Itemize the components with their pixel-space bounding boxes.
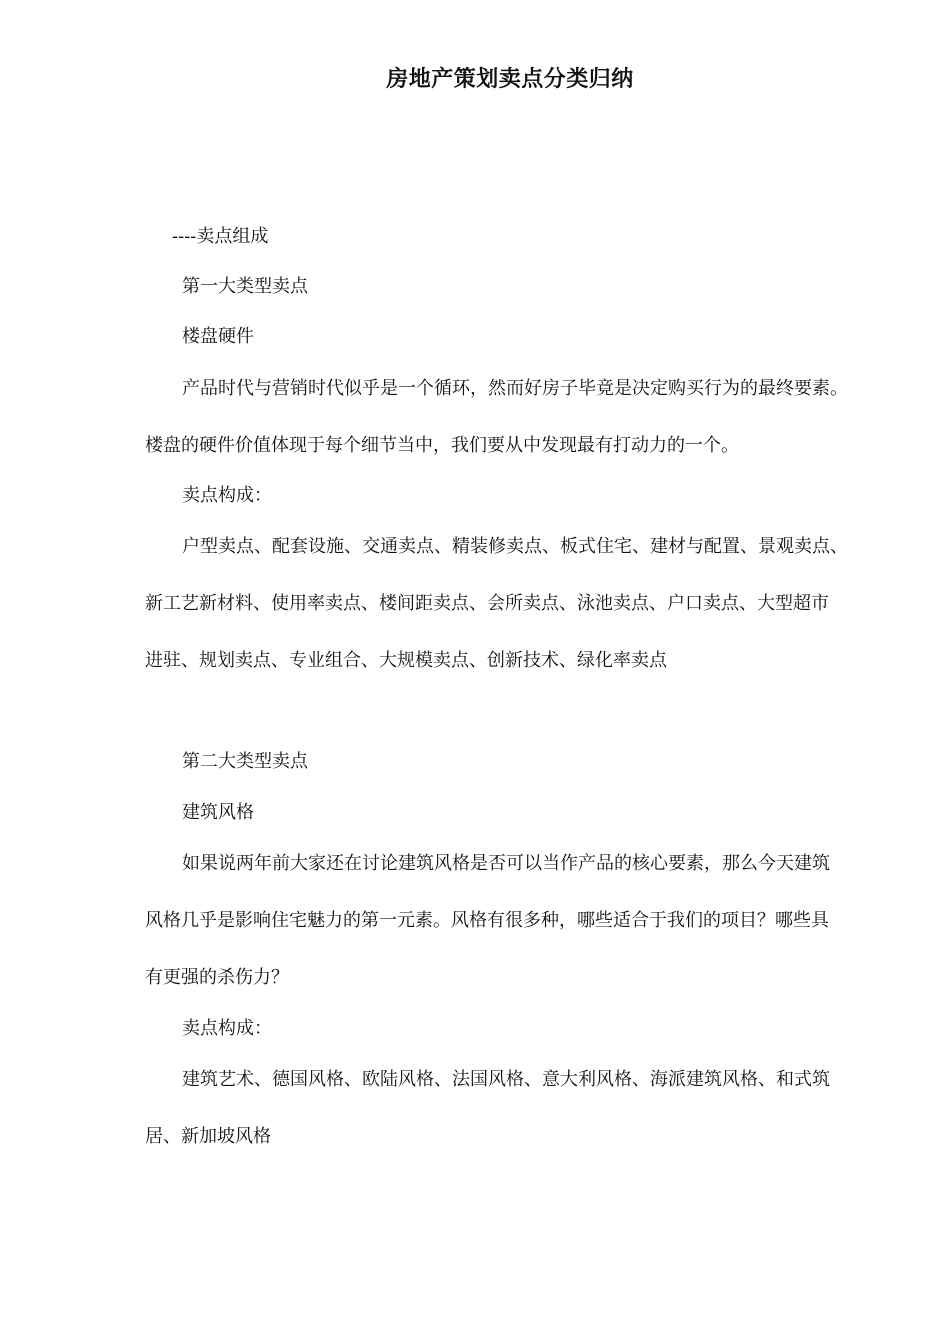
section1-list-line: 户型卖点、配套设施、交通卖点、精装修卖点、板式住宅、建材与配置、景观卖点、: [182, 536, 848, 557]
section1-list-line: 新工艺新材料、使用率卖点、楼间距卖点、会所卖点、泳池卖点、户口卖点、大型超市: [145, 593, 829, 614]
section1-subheading: 楼盘硬件: [182, 326, 254, 347]
section2-list-line: 建筑艺术、德国风格、欧陆风格、法国风格、意大利风格、海派建筑风格、和式筑: [182, 1069, 830, 1090]
section1-composition-label: 卖点构成：: [182, 485, 272, 506]
section2-paragraph-line: 风格几乎是影响住宅魅力的第一元素。风格有很多种，哪些适合于我们的项目？哪些具: [145, 910, 829, 931]
section1-paragraph-line: 产品时代与营销时代似乎是一个循环，然而好房子毕竟是决定购买行为的最终要素。: [182, 378, 848, 399]
section2-paragraph-line: 有更强的杀伤力？: [145, 967, 289, 988]
section2-paragraph-line: 如果说两年前大家还在讨论建筑风格是否可以当作产品的核心要素，那么今天建筑: [182, 853, 830, 874]
document-title: 房地产策划卖点分类归纳: [386, 66, 634, 92]
section2-composition-label: 卖点构成：: [182, 1018, 272, 1039]
section1-heading: 第一大类型卖点: [182, 276, 308, 297]
section1-list-line: 进驻、规划卖点、专业组合、大规模卖点、创新技术、绿化率卖点: [145, 650, 667, 671]
section2-subheading: 建筑风格: [182, 802, 254, 823]
section2-heading: 第二大类型卖点: [182, 751, 308, 772]
intro-line: ----卖点组成: [172, 226, 269, 247]
section2-list-line: 居、新加坡风格: [145, 1126, 271, 1147]
section1-paragraph-line: 楼盘的硬件价值体现于每个细节当中，我们要从中发现最有打动力的一个。: [145, 435, 739, 456]
